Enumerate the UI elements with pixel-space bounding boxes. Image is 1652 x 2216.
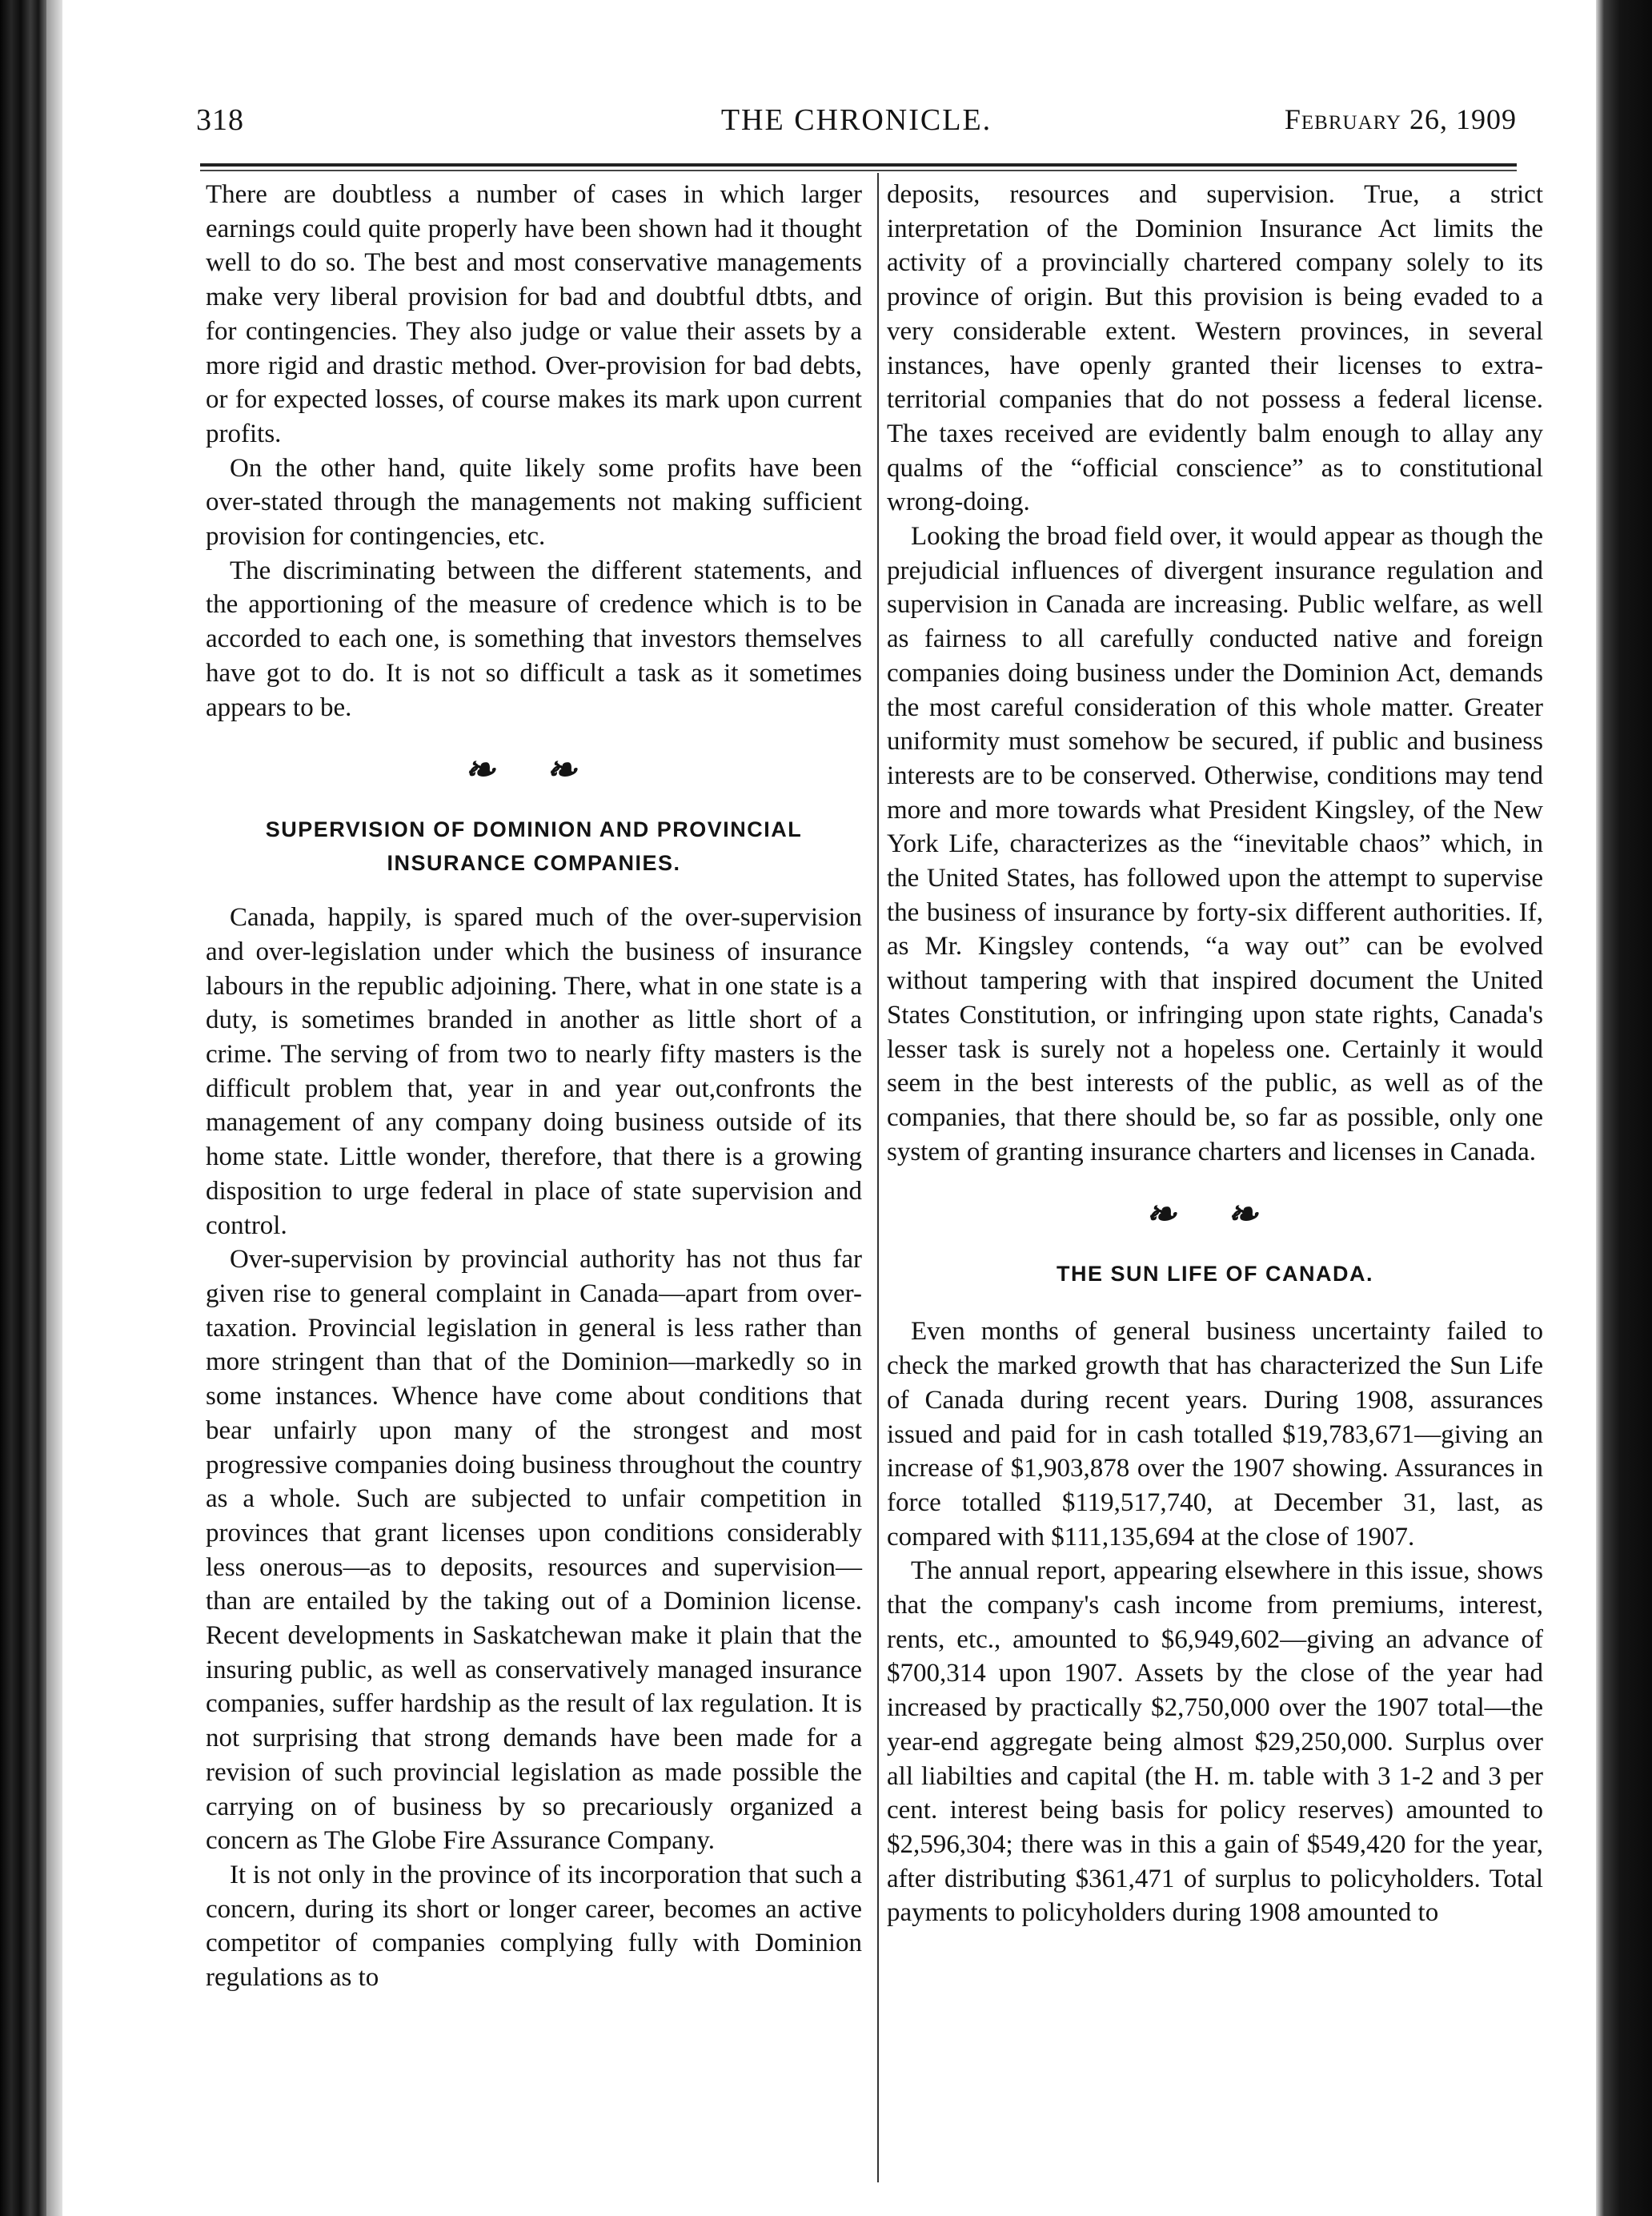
column-divider	[877, 173, 879, 2182]
scan-edge-right	[1596, 0, 1652, 2216]
scan-edge-left-shadow	[46, 0, 62, 2216]
paragraph: The annual report, appearing elsewhere in this issue, shows that the company's cash income from premiums, interest, rents, etc., amounted to $6,949,602—giving an advance of $700,314 upon 1907. Assets by the close of the year had increased by practically $2,750,000 over the 1907 total—the year-end aggregate being almost $29,250,000. Surplus over all liabilties and capital (the H. m. table with 3 1-2 and 3 per cent. interest being basis for policy reserves) amounted to $2,596,304; there was in this a gain of $549,420 for the year, after distributing $361,471 of surplus to policyholders. Total payments to policyholders during 1908 amounted to	[887, 1556, 1543, 1928]
section-heading: SUPERVISION OF DOMINION AND PROVINCIAL INSURANCE COMPANIES.	[265, 817, 803, 876]
paragraph: It is not only in the province of its incorporation that such a concern, during its short or longer career, becomes an active competitor of companies complying fully with Dominion regulations as to	[206, 1860, 862, 1993]
paragraph: deposits, resources and supervision. True, a strict interpretation of the Dominion Insurance Act limits the activity of a provincially chartered company solely to its province of origin. But this provision is being evaded to a very considerable extent. Western provinces, in several instances, have openly granted their licenses to extra-territorial companies that do not possess a federal license. The taxes received are evidently balm enough to allay any qualms of the “official conscience” as to constitutional wrong-doing.	[887, 180, 1543, 517]
page-number: 318	[196, 103, 244, 137]
page-header	[196, 102, 1517, 151]
right-column	[887, 178, 1543, 1930]
paragraph: Over-supervision by provincial authority has not thus far given rise to general complaint in Canada—apart from over-taxation. Provincial legislation in general is less rather than more stringent than that of the Dominion—markedly so in some instances. Whence have come about conditions that bear unfairly upon many of the strongest and most progressive companies doing business throughout the country as a whole. Such are subjected to unfair competition in provinces that grant licenses upon conditions considerably less onerous—as to deposits, resources and supervision—than are entailed by the taking out of a Dominion license. Recent developments in Saskatchewan make it plain that the insuring public, as well as conservatively managed insurance companies, suffer hardship as the result of lax regulation. It is not surprising that strong demands have been made for a revision of such provincial legislation as made possible the carrying on of business by so precariously organized a concern as The Globe Fire Assurance Company.	[206, 1245, 862, 1856]
paragraph: On the other hand, quite likely some profits have been over-stated through the managements not making sufficient provision for contingencies, etc.	[206, 453, 862, 552]
paragraph: Canada, happily, is spared much of the over-supervision and over-legislation under which the business of insurance labours in the republic adjoining. There, what in one state is a duty, is sometimes branded in another as little short of a crime. The serving of from two to nearly fifty masters is the difficult problem that, year in and year out,confronts the management of any company doing business outside of its home state. Little wonder, therefore, that there is a growing disposition to urge federal in place of state supervision and control.	[206, 903, 862, 1240]
scan-edge-left	[0, 0, 46, 2216]
section-ornament: ❧ ❧	[1143, 1194, 1287, 1235]
paragraph: The discriminating between the different statements, and the apportioning of the measure of credence which is to be accorded to each one, is something that investors themselves have got to do. It is not so difficult a task as it sometimes appears to be.	[206, 556, 862, 722]
section-ornament: ❧ ❧	[462, 749, 606, 791]
section-heading: THE SUN LIFE OF CANADA.	[1057, 1262, 1373, 1287]
paragraph: There are doubtless a number of cases in which larger earnings could quite properly have been shown had it thought well to do so. The best and most conservative managements make very liberal provision for bad and doubtful dtbts, and for contingencies. They also judge or value their assets by a more rigid and drastic method. Over-provision for bad debts, or for expected losses, of course makes its mark upon current profits.	[206, 180, 862, 448]
paragraph: Looking the broad field over, it would appear as though the prejudicial influences of divergent insurance regulation and supervision in Canada are increasing. Public welfare, as well as fairness to all carefully conducted native and foreign companies doing business under the Dominion Act, demands the most careful consideration of this whole matter. Greater uniformity must somehow be secured, if public and business interests are to be conserved. Otherwise, conditions may tend more and more towards what President Kingsley, of the New York Life, characterizes as the “inevitable chaos” which, in the United States, has followed upon the attempt to supervise the business of insurance by forty-six different authorities. If, as Mr. Kingsley contends, “a way out” can be evolved without tampering with that inspired document the United States Constitution, or infringing upon state rights, Canada's lesser task is surely not a hopeless one. Certainly it would seem in the best interests of the public, as well as of the companies, that there should be, so far as possible, only one system of granting insurance charters and licenses in Canada.	[887, 522, 1543, 1166]
paragraph: Even months of general business uncertainty failed to check the marked growth that has characterized the Sun Life of Canada during recent years. During 1908, assurances issued and paid for in cash totalled $19,783,671—giving an increase of $1,903,878 over the 1907 showing. Assurances in force totalled $119,517,740, at December 31, last, as compared with $111,135,694 at the close of 1907.	[887, 1317, 1543, 1552]
left-column	[206, 178, 862, 1995]
issue-date: February 26, 1909	[1284, 103, 1517, 135]
header-rule-thin	[200, 170, 1517, 171]
journal-title: THE CHRONICLE.	[720, 103, 992, 137]
header-rule-thick	[200, 163, 1517, 167]
